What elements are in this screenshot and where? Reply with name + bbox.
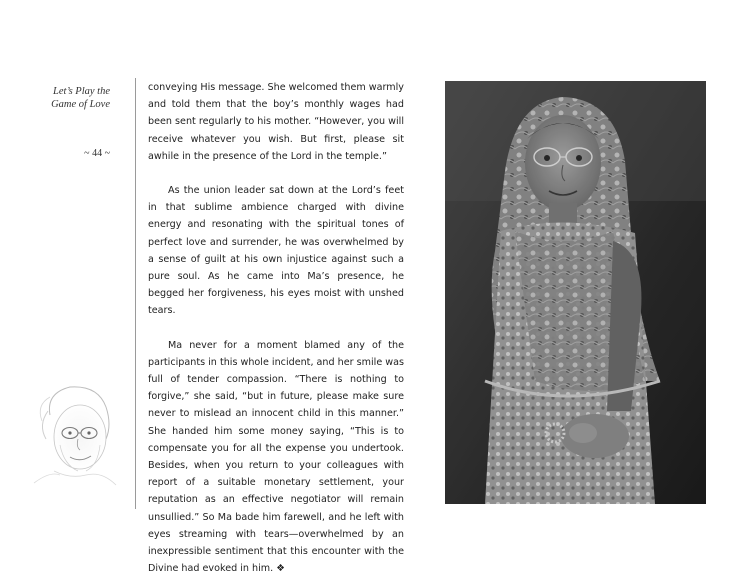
paragraph-2: As the union leader sat down at the Lord’s feet in that sublime ambience charged with divine energy and resonating with the spiritual tones of perfect love and surrender, he was overwhelmed by a sense of guilt at his own injustice against such a pure soul. As he came into Ma’s presence, he begged her forgiveness, his eyes moist with unshed tears. [148, 185, 404, 317]
paragraph-3: Ma never for a moment blamed any of the participants in this whole incident, and her smile was full of tender compassion. “There is nothing to forgive,” she said, “but in future, please make sure never to mislead an innocent child in this manner.” She handed him some money saying, “This is to compensate you for all the expense you undertook. Besides, when you return to your colleagues with report of a suitable monetary settlement, your reputation as an effective negotiator will remain unsullied.” So Ma bade him farewell, and he left with eyes streaming with tears—overwhelmed by an inexpressible sentiment that this encounter with the Divine had evoked in him. ❖ [148, 339, 404, 575]
body-text [148, 79, 404, 577]
column-divider [135, 78, 136, 509]
paragraph-1: conveying His message. She welcomed them warmly and told them that the boy’s monthly wages had been sent regularly to his mother. “However, you will receive whatever you wish. But first, please sit awhile in the presence of the Lord in the temple.” [148, 82, 404, 162]
running-title-line-1: Let’s Play the [53, 86, 110, 97]
woman-portrait-photo [445, 81, 706, 504]
page-number: ~ 44 ~ [84, 148, 110, 159]
running-title-line-2: Game of Love [51, 99, 110, 110]
running-title [40, 85, 110, 111]
portrait-sketch-icon [20, 375, 130, 495]
